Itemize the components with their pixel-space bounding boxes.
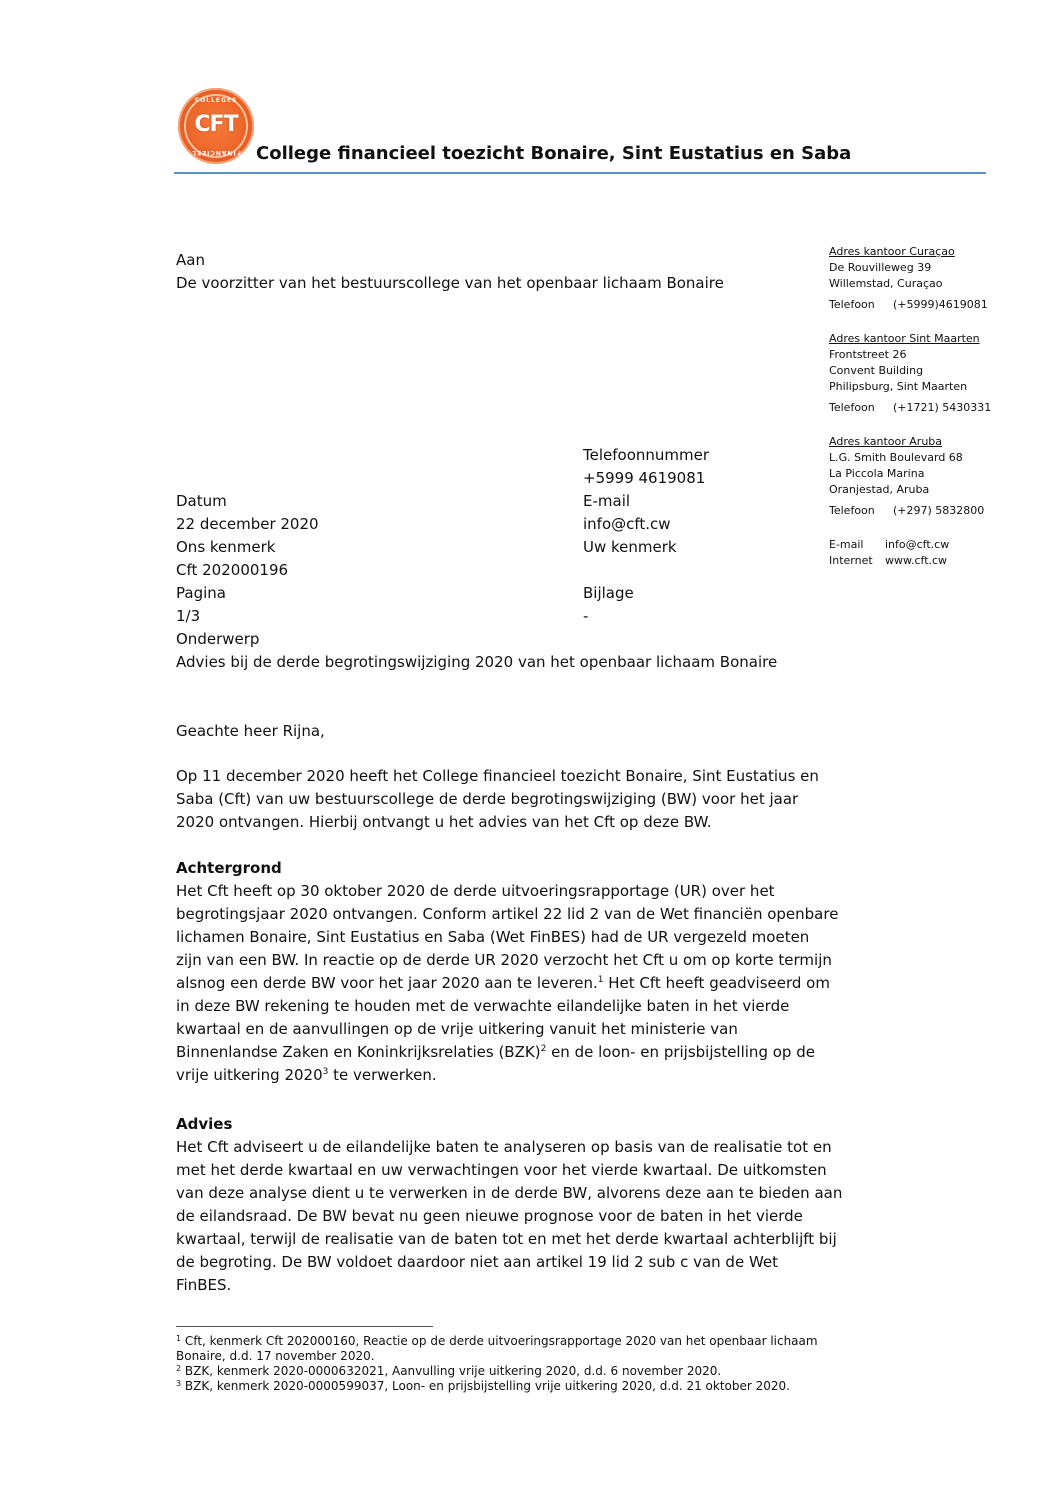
phone-value: (+5999)4619081: [893, 298, 988, 311]
meta-phone-value: +5999 4619081: [583, 469, 706, 487]
footnote-divider: [176, 1326, 433, 1327]
section-heading: Achtergrond: [176, 859, 282, 877]
phone-value: (+1721) 5430331: [893, 401, 992, 414]
logo-arc-bottom-text: FINANCIEEL: [191, 149, 241, 156]
footnote-1-continued: Bonaire, d.d. 17 november 2020.: [176, 1349, 375, 1363]
intro-paragraph: [176, 765, 896, 834]
footnote-text: Cft, kenmerk Cft 202000160, Reactie op de derde uitvoeringsrapportage 2020 van het openbaar lichaam: [184, 1334, 818, 1348]
office-title: Adres kantoor Aruba: [829, 435, 943, 448]
contact-email: [829, 537, 949, 553]
meta-our-reference-value: Cft 202000196: [176, 561, 289, 579]
email-link[interactable]: info@cft.cw: [885, 538, 950, 551]
text-fragment: te verwerken.: [328, 1066, 437, 1084]
text-line: Het Cft adviseert u de eilandelijke baten te analyseren op basis van de realisatie tot en: [176, 1138, 832, 1156]
text-fragment: Het Cft heeft geadviseerd om: [603, 974, 830, 992]
office-title: Adres kantoor Sint Maarten: [829, 332, 980, 345]
footnote-mark: 2: [176, 1364, 182, 1373]
text-fragment: en de loon- en prijsbijstelling op de: [546, 1043, 815, 1061]
header-divider: [174, 172, 986, 174]
text-fragment: Binnenlandse Zaken en Koninkrijksrelaties (BZK): [176, 1043, 541, 1061]
office-curacao: [829, 244, 988, 313]
meta-date-label: Datum: [176, 492, 227, 510]
addressee-label: Aan: [176, 251, 205, 269]
text-line: in deze BW rekening te houden met de verwachte eilandelijke baten in het vierde: [176, 997, 790, 1015]
text-line: zijn van een BW. In reactie op de derde UR 2020 verzocht het Cft u om op korte termijn: [176, 951, 832, 969]
phone-label: Telefoon: [829, 401, 875, 414]
office-sint-maarten: [829, 331, 991, 416]
organization-title: College financieel toezicht Bonaire, Sint Eustatius en Saba: [256, 143, 852, 164]
contact-internet: [829, 553, 949, 569]
text-line: Op 11 december 2020 heeft het College financieel toezicht Bonaire, Sint Eustatius en: [176, 767, 819, 785]
text-line: met het derde kwartaal en uw verwachtingen voor het vierde kwartaal. De uitkomsten: [176, 1161, 827, 1179]
section-advice: [176, 1113, 896, 1297]
office-address-line: Frontstreet 26: [829, 348, 907, 361]
logo-arc-top-text: COLLEGES: [194, 97, 238, 104]
meta-email-label: E-mail: [583, 492, 631, 510]
footnote-ref-3[interactable]: 3: [322, 1067, 329, 1077]
meta-phone-label: Telefoonnummer: [583, 446, 710, 464]
addressee-recipient: De voorzitter van het bestuurscollege van het openbaar lichaam Bonaire: [176, 274, 724, 292]
office-phone: [829, 400, 991, 416]
footnote-mark: 1: [176, 1334, 182, 1343]
footnote-2: [176, 1364, 896, 1379]
meta-attachment-label: Bijlage: [583, 584, 634, 602]
footnote-text: BZK, kenmerk 2020-0000632021, Aanvulling vrije uitkering 2020, d.d. 6 november 2020.: [184, 1364, 722, 1378]
section-background: [176, 857, 896, 1087]
office-address-line: Philipsburg, Sint Maarten: [829, 380, 968, 393]
footnote-ref-1[interactable]: 1: [597, 975, 604, 985]
meta-our-reference-label: Ons kenmerk: [176, 538, 276, 556]
logo-text: CFT: [194, 112, 238, 137]
office-address-line: Willemstad, Curaçao: [829, 277, 943, 290]
office-address-line: L.G. Smith Boulevard 68: [829, 451, 963, 464]
text-line: [176, 1064, 896, 1087]
footnote-text: BZK, kenmerk 2020-0000599037, Loon- en prijsbijstelling vrije uitkering 2020, d.d. 21 oktober 2020.: [184, 1379, 790, 1393]
office-address-line: De Rouvilleweg 39: [829, 261, 932, 274]
text-line: lichamen Bonaire, Sint Eustatius en Saba (Wet FinBES) had de UR vergezeld moeten: [176, 928, 810, 946]
text-fragment: alsnog een derde BW voor het jaar 2020 aan te leveren.: [176, 974, 598, 992]
website-link[interactable]: www.cft.cw: [885, 554, 948, 567]
text-line: de eilandsraad. De BW bevat nu geen nieuwe prognose voor de baten in het vierde: [176, 1207, 803, 1225]
meta-your-reference-label: Uw kenmerk: [583, 538, 677, 556]
footnote-3: [176, 1379, 896, 1394]
text-line: FinBES.: [176, 1276, 232, 1294]
meta-subject-label: Onderwerp: [176, 630, 260, 648]
text-line: kwartaal en de aanvullingen op de vrije uitkering vanuit het ministerie van: [176, 1020, 738, 1038]
office-address-line: La Piccola Marina: [829, 467, 925, 480]
footnote-mark: 3: [176, 1379, 182, 1388]
text-line: begrotingsjaar 2020 ontvangen. Conform artikel 22 lid 2 van de Wet financiën openbare: [176, 905, 839, 923]
section-heading: Advies: [176, 1115, 233, 1133]
text-line: 2020 ontvangen. Hierbij ontvangt u het advies van het Cft op deze BW.: [176, 813, 712, 831]
footnotes: [176, 1334, 896, 1394]
email-label: E-mail: [829, 538, 864, 551]
meta-attachment-value: -: [583, 607, 589, 625]
phone-label: Telefoon: [829, 504, 875, 517]
meta-subject-value: Advies bij de derde begrotingswijziging 2020 van het openbaar lichaam Bonaire: [176, 653, 778, 671]
meta-page-value: 1/3: [176, 607, 201, 625]
meta-email-value[interactable]: info@cft.cw: [583, 515, 671, 533]
text-line: van deze analyse dient u te verwerken in de derde BW, alvorens deze aan te bieden aan: [176, 1184, 843, 1202]
text-line: Het Cft heeft op 30 oktober 2020 de derde uitvoeringsrapportage (UR) over het: [176, 882, 775, 900]
contact-block: [829, 537, 949, 569]
text-line: Saba (Cft) van uw bestuurscollege de derde begrotingswijziging (BW) voor het jaar: [176, 790, 799, 808]
phone-label: Telefoon: [829, 298, 875, 311]
office-phone: [829, 297, 988, 313]
office-address-line: Convent Building: [829, 364, 924, 377]
phone-value: (+297) 5832800: [893, 504, 985, 517]
office-aruba: [829, 434, 984, 519]
text-fragment: vrije uitkering 2020: [176, 1066, 323, 1084]
cft-logo: [178, 88, 254, 164]
meta-date-value: 22 december 2020: [176, 515, 319, 533]
footnote-ref-2[interactable]: 2: [540, 1044, 547, 1054]
salutation: Geachte heer Rijna,: [176, 722, 325, 740]
office-phone: [829, 503, 984, 519]
text-line: [176, 1041, 896, 1064]
text-line: [176, 972, 896, 995]
text-line: de begroting. De BW voldoet daardoor niet aan artikel 19 lid 2 sub c van de Wet: [176, 1253, 779, 1271]
meta-page-label: Pagina: [176, 584, 226, 602]
text-line: kwartaal, terwijl de realisatie van de baten tot en met het derde kwartaal achterblijft bij: [176, 1230, 837, 1248]
internet-label: Internet: [829, 554, 873, 567]
office-title: Adres kantoor Curaçao: [829, 245, 955, 258]
footnote-1: [176, 1334, 896, 1349]
office-address-line: Oranjestad, Aruba: [829, 483, 930, 496]
